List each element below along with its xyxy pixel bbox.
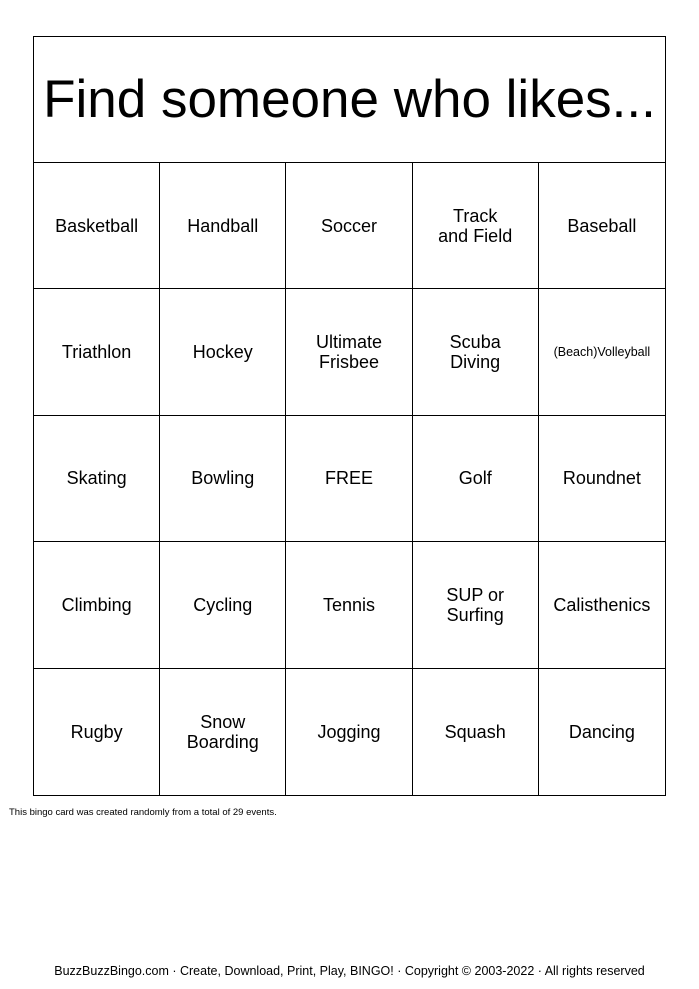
cell-label: Triathlon	[61, 342, 132, 363]
bingo-cell-basketball	[34, 163, 160, 289]
cell-label: (Beach)Volleyball	[553, 345, 651, 360]
bingo-cell-jogging	[286, 669, 412, 795]
bingo-cell-triathlon	[34, 289, 160, 415]
cell-label: Track and Field	[438, 205, 513, 246]
bingo-cell-track-and-field	[413, 163, 539, 289]
cell-label: Snow Boarding	[186, 711, 259, 752]
cell-label: Ultimate Frisbee	[315, 332, 382, 373]
cell-label: Climbing	[61, 594, 132, 615]
cell-label: Baseball	[567, 215, 637, 236]
cell-label: SUP or Surfing	[446, 584, 505, 625]
bingo-cell-climbing	[34, 542, 160, 668]
cell-label: Calisthenics	[553, 594, 651, 615]
generation-note: This bingo card was created randomly from a total of 29 events.	[9, 807, 277, 818]
cell-label: FREE	[324, 468, 373, 489]
bingo-grid	[34, 163, 665, 795]
bingo-cell-cycling	[160, 542, 286, 668]
cell-label: Cycling	[193, 594, 253, 615]
cell-label: Hockey	[192, 342, 253, 363]
cell-label: Bowling	[191, 468, 255, 489]
bingo-cell-tennis	[286, 542, 412, 668]
bingo-cell-roundnet	[539, 416, 665, 542]
bingo-cell-beach-volleyball	[539, 289, 665, 415]
cell-label: Soccer	[320, 215, 377, 236]
bingo-cell-snow-boarding	[160, 669, 286, 795]
card-title: Find someone who likes...	[43, 70, 656, 129]
cell-label: Basketball	[55, 215, 139, 236]
cell-label: Handball	[187, 215, 259, 236]
bingo-cell-soccer	[286, 163, 412, 289]
title-row	[34, 37, 665, 163]
bingo-cell-bowling	[160, 416, 286, 542]
bingo-cell-golf	[413, 416, 539, 542]
bingo-cell-hockey	[160, 289, 286, 415]
cell-label: Roundnet	[562, 468, 641, 489]
bingo-cell-scuba-diving	[413, 289, 539, 415]
bingo-cell-ultimate-frisbee	[286, 289, 412, 415]
bingo-cell-free	[286, 416, 412, 542]
bingo-cell-rugby	[34, 669, 160, 795]
cell-label: Golf	[458, 468, 492, 489]
cell-label: Rugby	[70, 721, 123, 742]
bingo-cell-skating	[34, 416, 160, 542]
cell-label: Skating	[66, 468, 127, 489]
bingo-cell-calisthenics	[539, 542, 665, 668]
cell-label: Tennis	[322, 594, 375, 615]
bingo-card	[33, 36, 666, 796]
cell-label: Squash	[444, 721, 506, 742]
bingo-cell-handball	[160, 163, 286, 289]
bingo-cell-baseball	[539, 163, 665, 289]
cell-label: Scuba Diving	[449, 332, 501, 373]
bingo-cell-dancing	[539, 669, 665, 795]
cell-label: Jogging	[317, 721, 381, 742]
bingo-cell-squash	[413, 669, 539, 795]
footer-copyright: BuzzBuzzBingo.com · Create, Download, Print, Play, BINGO! · Copyright © 2003-2022 · All rights reserved	[54, 964, 645, 978]
cell-label: Dancing	[568, 721, 635, 742]
bingo-cell-sup-or-surfing	[413, 542, 539, 668]
